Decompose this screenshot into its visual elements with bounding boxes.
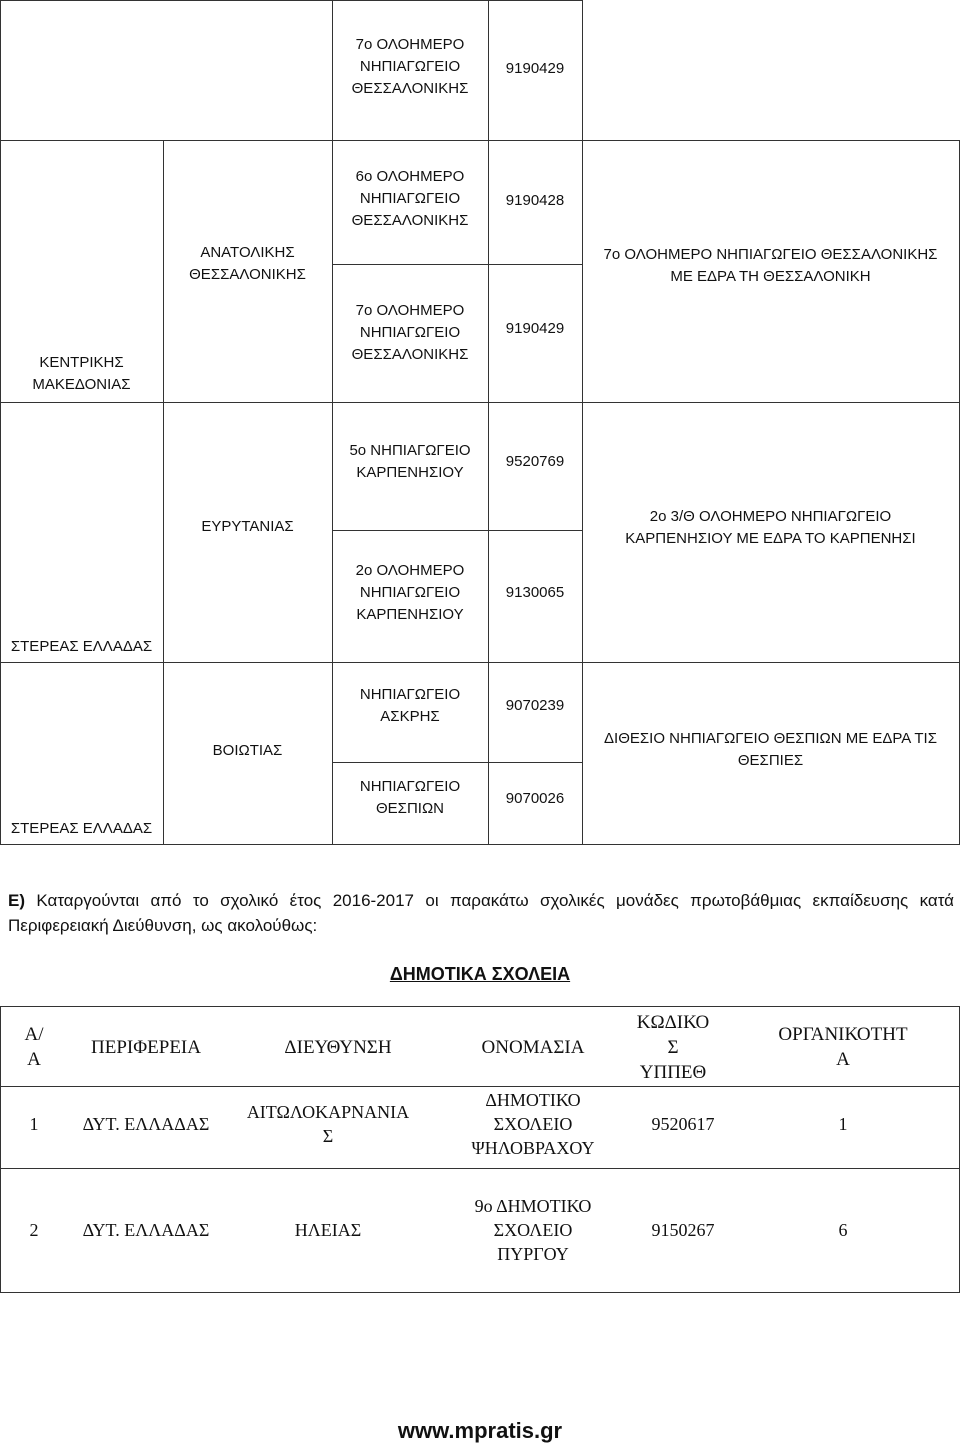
row1-region: ΔΥΤ. ΕΛΛΑΔΑΣ <box>82 1114 210 1134</box>
school-code: 9190428 <box>505 192 565 209</box>
school-code: 9520769 <box>505 453 565 470</box>
row1-name: ΔΗΜΟΤΙΚΟ ΣΧΟΛΕΙΟ ΨΗΛΟΒΡΑΧΟΥ <box>471 1090 595 1158</box>
school-name: 5ο ΝΗΠΙΑΓΩΓΕΙΟ ΚΑΡΠΕΝΗΣΙΟΥ <box>349 442 471 481</box>
school-code: 9190429 <box>505 320 565 337</box>
school-code: 9130065 <box>505 584 565 601</box>
row2-aa: 2 <box>29 1220 39 1240</box>
school-code: 9070239 <box>505 697 565 714</box>
directorate-cell: ΕΥΡΥΤΑΝΙΑΣ <box>201 518 294 535</box>
section-title: ΔΗΜΟΤΙΚΑ ΣΧΟΛΕΙΑ <box>389 964 571 984</box>
row2-directorate: ΗΛΕΙΑΣ <box>294 1220 362 1240</box>
row2-name: 9ο ΔΗΜΟΤΙΚΟ ΣΧΟΛΕΙΟ ΠΥΡΓΟΥ <box>474 1196 592 1264</box>
row2-code: 9150267 <box>651 1220 715 1240</box>
paragraph-label: Ε) <box>8 891 25 910</box>
region-cell: ΚΕΝΤΡΙΚΗΣ ΜΑΚΕΔΟΝΙΑΣ <box>32 354 131 393</box>
school-name: ΝΗΠΙΑΓΩΓΕΙΟ ΘΕΣΠΙΩΝ <box>359 778 461 817</box>
row2-org: 6 <box>838 1220 848 1240</box>
merged-school-cell: 2ο 3/Θ ΟΛΟΗΜΕΡΟ ΝΗΠΙΑΓΩΓΕΙΟ ΚΑΡΠΕΝΗΣΙΟΥ ΜΕ ΕΔΡΑ ΤΟ ΚΑΡΠΕΝΗΣΙ <box>625 508 916 547</box>
row1-code: 9520617 <box>651 1114 715 1134</box>
footer-website-link[interactable]: www.mpratis.gr <box>397 1418 563 1443</box>
school-code: 9190429 <box>505 60 565 77</box>
school-name: 7ο ΟΛΟΗΜΕΡΟ ΝΗΠΙΑΓΩΓΕΙΟ ΘΕΣΣΑΛΟΝΙΚΗΣ <box>351 36 469 97</box>
row1-aa: 1 <box>29 1114 39 1134</box>
region-cell: ΣΤΕΡΕΑΣ ΕΛΛΑΔΑΣ <box>10 820 153 837</box>
header-name: ΟΝΟΜΑΣΙΑ <box>481 1037 585 1058</box>
row1-org: 1 <box>838 1114 848 1134</box>
school-code: 9070026 <box>505 790 565 807</box>
decision-paragraph <box>8 888 954 938</box>
directorate-cell: ΑΝΑΤΟΛΙΚΗΣ ΘΕΣΣΑΛΟΝΙΚΗΣ <box>189 244 306 283</box>
header-aa: Α/ Α <box>24 1024 44 1070</box>
region-cell: ΣΤΕΡΕΑΣ ΕΛΛΑΔΑΣ <box>10 638 153 655</box>
header-region: ΠΕΡΙΦΕΡΕΙΑ <box>91 1037 201 1058</box>
header-org: ΟΡΓΑΝΙΚΟΤΗΤ Α <box>778 1024 908 1070</box>
merged-school-cell: ΔΙΘΕΣΙΟ ΝΗΠΙΑΓΩΓΕΙΟ ΘΕΣΠΙΩΝ ΜΕ ΕΔΡΑ ΤΙΣ ΘΕΣΠΙΕΣ <box>604 730 937 769</box>
row2-region: ΔΥΤ. ΕΛΛΑΔΑΣ <box>82 1220 210 1240</box>
school-name: 2ο ΟΛΟΗΜΕΡΟ ΝΗΠΙΑΓΩΓΕΙΟ ΚΑΡΠΕΝΗΣΙΟΥ <box>355 562 465 623</box>
row1-directorate: ΑΙΤΩΛΟΚΑΡΝΑΝΙΑ Σ <box>246 1102 410 1146</box>
school-name: 6ο ΟΛΟΗΜΕΡΟ ΝΗΠΙΑΓΩΓΕΙΟ ΘΕΣΣΑΛΟΝΙΚΗΣ <box>351 168 469 229</box>
school-name: 7ο ΟΛΟΗΜΕΡΟ ΝΗΠΙΑΓΩΓΕΙΟ ΘΕΣΣΑΛΟΝΙΚΗΣ <box>351 302 469 363</box>
school-name: ΝΗΠΙΑΓΩΓΕΙΟ ΑΣΚΡΗΣ <box>359 686 461 725</box>
header-directorate: ΔΙΕΥΘΥΝΣΗ <box>284 1037 392 1058</box>
paragraph-text: Καταργούνται από το σχολικό έτος 2016-2017 οι παρακάτω σχολικές μονάδες πρωτοβάθμιας εκπαίδευσης κατά Περιφερειακή Διεύθυνση, ως ακολούθως: <box>8 891 954 935</box>
merged-school-cell: 7ο ΟΛΟΗΜΕΡΟ ΝΗΠΙΑΓΩΓΕΙΟ ΘΕΣΣΑΛΟΝΙΚΗΣ ΜΕ ΕΔΡΑ ΤΗ ΘΕΣΣΑΛΟΝΙΚΗ <box>603 246 938 285</box>
directorate-cell: ΒΟΙΩΤΙΑΣ <box>212 742 283 759</box>
header-code: ΚΩΔΙΚΟ Σ ΥΠΠΕΘ <box>636 1012 710 1083</box>
